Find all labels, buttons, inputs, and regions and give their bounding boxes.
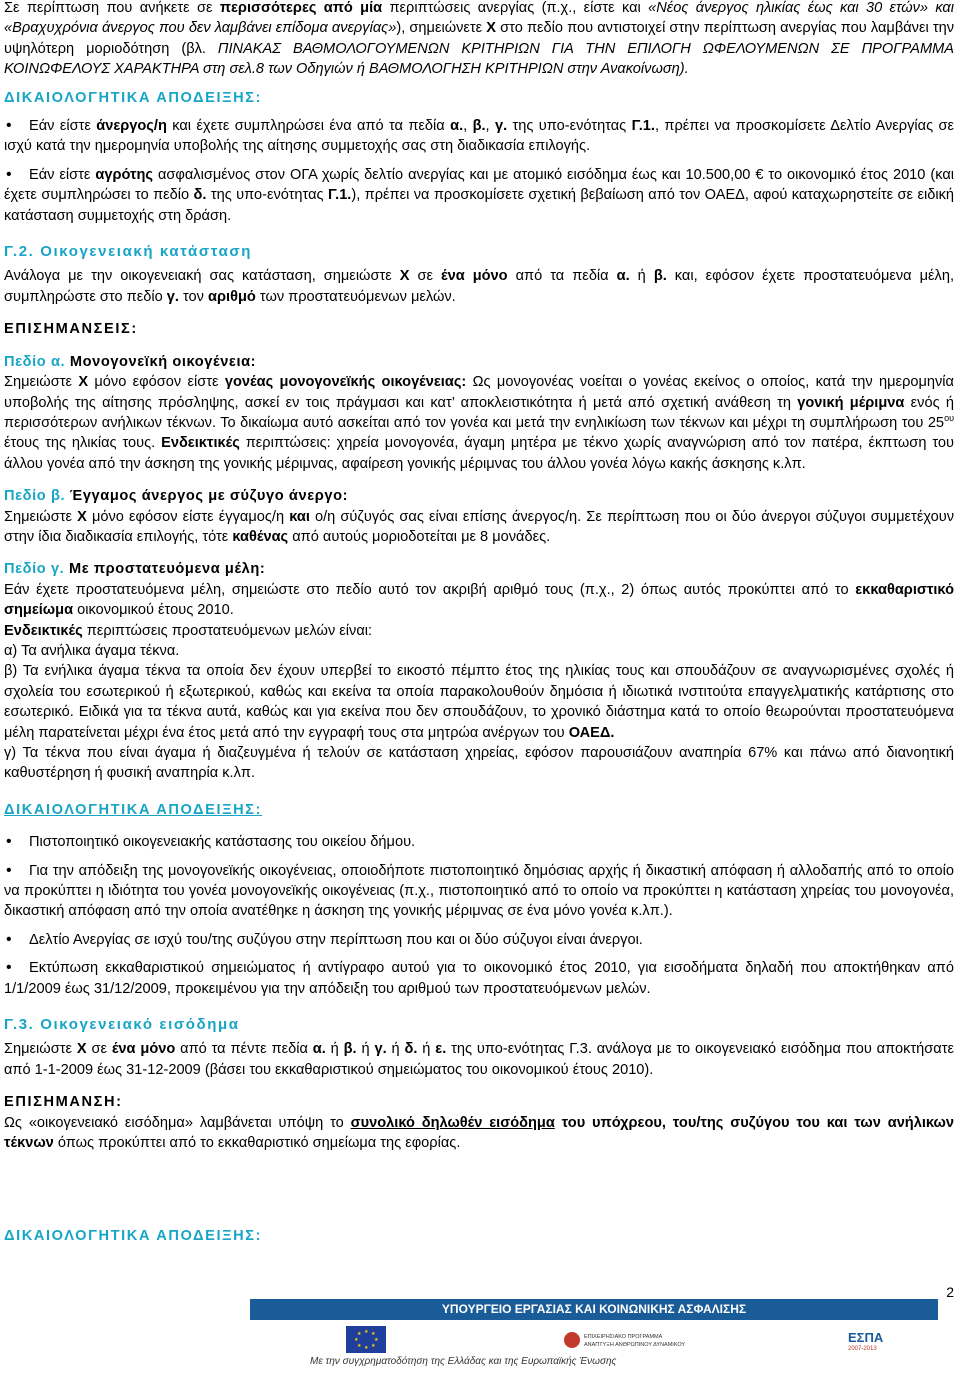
eu-flag-icon: ★ ★ ★ ★ ★ ★ ★ ★: [346, 1326, 386, 1353]
field-a-title: [4, 352, 954, 372]
text: Ενδεικτικές: [161, 435, 240, 452]
text: σε: [409, 268, 442, 285]
text: γ.: [494, 118, 508, 135]
text: Μονογονεϊκή οικογένεια:: [65, 353, 257, 370]
text: Σε περίπτωση που ανήκετε σε: [4, 0, 220, 16]
heading-docs-3: ΔΙΚΑΙΟΛΟΓΗΤΙΚΑ ΑΠΟΔΕΙΞΗΣ:: [4, 1227, 263, 1244]
g2-paragraph: [4, 266, 954, 307]
text: έτους της ηλικίας τους.: [4, 435, 162, 452]
text: ή: [417, 1041, 436, 1058]
list-item-farmer: [4, 165, 954, 226]
text: ή: [356, 1041, 375, 1058]
text: β.: [472, 118, 486, 135]
list-item-unemployed: [4, 116, 954, 157]
text: ένα μόνο: [111, 1041, 176, 1058]
g3-paragraph: [4, 1039, 954, 1080]
list-item-tax-statement: • Εκτύπωση εκκαθαριστικού σημειώματος ή αντίγραφο αυτού για το οικονομικό έτος 2010, για εισοδήματα δηλαδή που αποκτήθηκαν από 1/1/2009 έως 31/12/2009, προκειμένου για την απόδειξη του αριθμού των προστατευόμενων μελών.: [4, 958, 954, 999]
text: και έχετε συμπληρώσει ένα από τα πεδία: [166, 118, 451, 135]
text: περιπτώσεις προστατευόμενων μελών είναι:: [82, 622, 373, 639]
field-c-examples: [4, 621, 954, 641]
text: Χ: [78, 374, 89, 391]
cofunding-tagline: Με την συγχρηματοδότηση της Ελλάδας και της Ευρωπαϊκής Ένωσης: [310, 1356, 617, 1367]
text: ή: [325, 1041, 344, 1058]
heading-docs-2: ΔΙΚΑΙΟΛΟΓΗΤΙΚΑ ΑΠΟΔΕΙΞΗΣ:: [4, 801, 263, 818]
text: ,: [463, 118, 473, 135]
field-b-title: [4, 486, 954, 506]
text: ένα μόνο: [441, 268, 508, 285]
list-item-family-certificate: • Πιστοποιητικό οικογενειακής κατάστασης του οικείου δήμου.: [4, 832, 954, 852]
text: του υπόχρεου, του/της συζύγου του και των: [554, 1114, 888, 1131]
text: β.: [653, 268, 667, 285]
text: α.: [450, 118, 464, 135]
text: Έγγαμος άνεργος με σύζυγο άνεργο:: [65, 488, 349, 505]
text: Χ: [77, 508, 87, 525]
text: ΟΑΕΔ.: [568, 724, 615, 741]
svg-text:2007-2013: 2007-2013: [848, 1346, 877, 1352]
list-item-single-parent-proof: • Για την απόδειξη της μονογονεϊκής οικογένειας, οποιοδήποτε πιστοποιητικό δημόσιας αρχής ή δικαστική απόφαση ή αλλοδαπής από το οποίο να προκύπτει η ιδιότητα του γονέα μονογονεϊκής οικογένειας (π.χ., πιστοποιητικό από το οποίο να προκύπτει η κατάσταση χηρείας του μονογονέα, δικαστική απόφαση από την οποία ανατέθηκε η άσκηση της γονικής μέριμνας σε ένα μόνο γονέα κ.λπ.).: [4, 861, 954, 922]
text: ,: [485, 118, 495, 135]
text: περιπτώσεις: χηρεία μονογονέα, άγαμη μητέρα με τέκνο χωρίς αναγνώριση από τον πατέρα, έκπτωση του άλλου γονέα από την άσκηση της γονικής μέριμνας, αφαίρεση γονικής μέριμνας του άλλου γονέα λόγω κακής άσκησης κ.λπ.: [4, 435, 954, 472]
field-c-item-b: [4, 661, 954, 743]
field-c-item-a: α) Τα ανήλικα άγαμα τέκνα.: [4, 642, 180, 659]
text: Χ: [76, 1041, 87, 1058]
field-label: Πεδίο α.: [4, 353, 66, 370]
note-heading: ΕΠΙΣΗΜΑΝΣΗ:: [4, 1094, 123, 1111]
svg-text:ΕΠΙΧΕΙΡΗΣΙΑΚΟ ΠΡΟΓΡΑΜΜΑ: ΕΠΙΧΕΙΡΗΣΙΑΚΟ ΠΡΟΓΡΑΜΜΑ: [584, 1334, 663, 1340]
svg-text:ΑΝΑΠΤΥΞΗ ΑΝΘΡΩΠΙΝΟΥ ΔΥΝΑΜΙΚΟΥ: ΑΝΑΠΤΥΞΗ ΑΝΘΡΩΠΙΝΟΥ ΔΥΝΑΜΙΚΟΥ: [584, 1342, 686, 1348]
text: γονέας μονογονεϊκής οικογένειας:: [224, 374, 467, 391]
text: τον: [178, 288, 209, 305]
text: ο/η σύζυγός σας είναι επίσης άνεργος/η. Σε περίπτωση που οι δύο άνεργοι σύζυγοι συμμετέχουν στην ίδια διαδικασία επιλογής, τότε: [4, 508, 954, 545]
text: Εάν είστε: [29, 118, 97, 135]
heading-docs-1: ΔΙΚΑΙΟΛΟΓΗΤΙΚΑ ΑΠΟΔΕΙΞΗΣ:: [4, 89, 263, 106]
text: δ.: [193, 187, 207, 204]
text: της υπο-ενότητας Γ.3. ανάλογα με το οικογενειακό εισόδημα που αποκτήσατε από 1-1-2009 έως 31-12-2009 (βάσει του εκκαθαριστικού σημειώματος του οικονομικού έτους 2010).: [4, 1041, 954, 1078]
text: και: [289, 508, 310, 525]
text: ), πρέπει να προσκομίσετε σχετική βεβαίωση από τον ΟΑΕΔ, αφού καταχωρηστείτε σε ειδική κατάσταση συμμετοχής στη δράση.: [4, 187, 954, 224]
text: εκκαθαριστικό σημείωμα: [4, 581, 954, 619]
text: Σημειώστε: [4, 508, 78, 525]
text: από τα πέντε πεδία: [175, 1041, 313, 1058]
text: Με προστατευόμενα μέλη:: [64, 561, 266, 578]
text: άνεργος/η: [96, 118, 167, 135]
text: Ενδεικτικές: [4, 622, 83, 639]
text: των προστατευόμενων μελών.: [255, 288, 456, 305]
text: οικονομικού έτους 2010.: [73, 602, 234, 619]
ministry-banner: ΥΠΟΥΡΓΕΙΟ ΕΡΓΑΣΙΑΣ ΚΑΙ ΚΟΙΝΩΝΙΚΗΣ ΑΣΦΑΛΙΣΗΣ: [250, 1299, 938, 1320]
text: Χ: [399, 268, 410, 285]
field-c-item-c: γ) Τα τέκνα που είναι άγαμα ή διαζευγμένα ή τελούν σε κατάσταση χηρείας, εφόσον παρουσιάζουν αναπηρία 67% και πάνω από διανοητική καθυστέρηση ή φυσική αναπηρία κ.λπ.: [4, 745, 954, 782]
text: α.: [616, 268, 630, 285]
superscript: ου: [944, 413, 954, 424]
text: ανήλικων τέκνων: [4, 1114, 954, 1152]
text: γονική μέριμνα: [797, 394, 905, 411]
text: «Νέος άνεργος ηλικίας έως και 30 ετών» και «Βραχυχρόνια άνεργος που δεν λαμβάνει επίδομα ανεργίας»: [4, 0, 955, 37]
text: σε: [86, 1041, 112, 1058]
intro-paragraph: [4, 0, 954, 80]
document-page: [4, 0, 954, 1246]
field-label: Πεδίο β.: [4, 488, 66, 505]
text: Γ.1.: [631, 118, 655, 135]
text: συνολικό δηλωθέν εισόδημα: [350, 1114, 555, 1131]
field-a-paragraph: [4, 372, 954, 474]
list-item-spouse-card: • Δελτίο Ανεργίας σε ισχύ του/της συζύγου στην περίπτωση που και οι δύο σύζυγοι είναι άνεργοι.: [4, 930, 954, 950]
text: β.: [343, 1041, 357, 1058]
section-heading-g2: Γ.2. Οικογενειακή κατάσταση: [4, 243, 253, 261]
text: γ.: [166, 288, 179, 305]
text: Γ.1.: [327, 187, 352, 204]
text: της υπο-ενότητας: [206, 187, 328, 204]
text: από αυτούς μοριοδοτείται με 8 μονάδες.: [288, 528, 551, 545]
text: , πρέπει να προσκομίσετε Δελτίο Ανεργίας σε ισχύ κατά την ημερομηνία υποβολής της αίτησης συμμετοχής σας στη διαδικασία επιλογής.: [4, 118, 954, 155]
field-label: Πεδίο γ.: [4, 561, 65, 578]
text: στο πεδίο που αντιστοιχεί στην περίπτωση ανεργίας που λαμβάνει την υψηλότερη μοριοδότηση (βλ.: [4, 20, 954, 57]
text: όπως προκύπτει από το εκκαθαριστικό σημείωμα της εφορίας.: [53, 1135, 461, 1152]
svg-text:ΕΣΠΑ: ΕΣΠΑ: [848, 1330, 884, 1345]
text: Ως «οικογενειακό εισόδημα» λαμβάνεται υπόψη το: [4, 1114, 351, 1131]
text: ΠΙΝΑΚΑΣ ΒΑΘΜΟΛΟΓΟΥΜΕΝΩΝ ΚΡΙΤΗΡΙΩΝ ΓΙΑ ΤΗΝ ΕΠΙΛΟΓΗ ΩΦΕΛΟΥΜΕΝΩΝ ΣΕ ΠΡΟΓΡΑΜΜΑ ΚΟΙΝΩΦΕΛΟΥΣ ΧΑΡΑΚΤΗΡΑ στη σελ.8 των Οδηγιών ή ΒΑΘΜΟΛΟΓΗΣΗ ΚΡΙΤΗΡΙΩΝ στην Ανακοίνωση).: [4, 40, 954, 78]
note-paragraph: [4, 1113, 954, 1154]
text: ), σημειώνετε: [396, 20, 487, 37]
text: Ανάλογα με την οικογενειακή σας κατάσταση, σημειώστε: [4, 268, 400, 285]
text: Εάν έχετε προστατευόμενα μέλη, σημειώστε στο πεδίο αυτό τον ακριβή αριθμό τους (π.χ., 2) όπως αυτός προκύπτει από το: [4, 581, 856, 598]
text: Σημειώστε: [4, 1041, 77, 1058]
text: ή: [629, 268, 654, 285]
text: Εάν είστε: [29, 166, 96, 183]
text: α.: [312, 1041, 326, 1058]
text: από τα πεδία: [507, 268, 617, 285]
text: μόνο εφόσον είστε: [88, 374, 225, 391]
text: β) Τα ενήλικα άγαμα τέκνα τα οποία δεν έχουν υπερβεί το εικοστό πέμπτο έτος της ηλικίας τους και σπουδάζουν σε αναγνωρισμένες σχολές ή σχολεία του εσωτερικού ή εξωτερικού, καθώς και εκείνα τα οποία παρακολουθούν δημόσια ή ιδιωτικά ινστιτούτα επαγγελματικής κατάρτισης στο εσωτερικό. Ειδικά για τα τέκνα αυτά, καθώς και για εκείνα που δεν σπουδάζουν, το χρονικό διάστημα κατά το οποίο θεωρούνται προστατευόμενα μέλη παρατείνεται μέχρι ένα έτος μετά από την εγγραφή τους στα μητρώα ανέργων του: [4, 663, 954, 741]
field-c-paragraph: [4, 580, 954, 621]
text: αγρότης: [95, 166, 154, 183]
text: περιπτώσεις ανεργίας (π.χ., είστε και: [382, 0, 649, 16]
text: γ.: [374, 1041, 387, 1058]
text: Χ: [486, 20, 497, 37]
page-number: 2: [946, 1284, 954, 1300]
notes-heading: ΕΠΙΣΗΜΑΝΣΕΙΣ:: [4, 321, 138, 338]
text: περισσότερες από μία: [219, 0, 383, 16]
funding-logos: [250, 1326, 938, 1366]
text: Ως μονογονέας νοείται ο γονέας εκείνος ο οποίος, κατά την ημερομηνία υποβολής της αίτησης πρόσληψης, ασκεί εν τοις πράγμασι και κατ’ αποκλειστικότητα ή μετά από σχετική ανάθεση τη: [4, 374, 954, 411]
text: Σημειώστε: [4, 374, 79, 391]
text: ε.: [435, 1041, 447, 1058]
text: δ.: [404, 1041, 418, 1058]
text: μόνο εφόσον είστε έγγαμος/η: [86, 508, 290, 525]
section-heading-g3: Γ.3. Οικογενειακό εισόδημα: [4, 1016, 240, 1034]
field-c-title: [4, 559, 954, 579]
text: αριθμό: [208, 288, 256, 305]
text: ενός ή περισσότερων ανήλικων τέκνων. Το δικαίωμα αυτό ασκείται από τον γονέα και μετά την ενηλικίωση των τέκνων και μέχρι τη συμπλήρωση του 25: [4, 394, 954, 431]
text: ασφαλισμένος στον ΟΓΑ χωρίς δελτίο ανεργίας και με ατομικό εισόδημα έως και 10.500,00 € το οικονομικό έτος 2010 (και έχετε συμπληρώσει το πεδίο: [4, 166, 954, 204]
field-b-paragraph: [4, 507, 954, 548]
text: καθένας: [232, 528, 289, 545]
text: και, εφόσον έχετε προστατευόμενα μέλη, συμπληρώστε στο πεδίο: [4, 268, 955, 305]
text: ή: [386, 1041, 405, 1058]
espa-logo: [846, 1328, 916, 1352]
text: της υπο-ενότητας: [507, 118, 632, 135]
epan-logo: [562, 1328, 732, 1352]
